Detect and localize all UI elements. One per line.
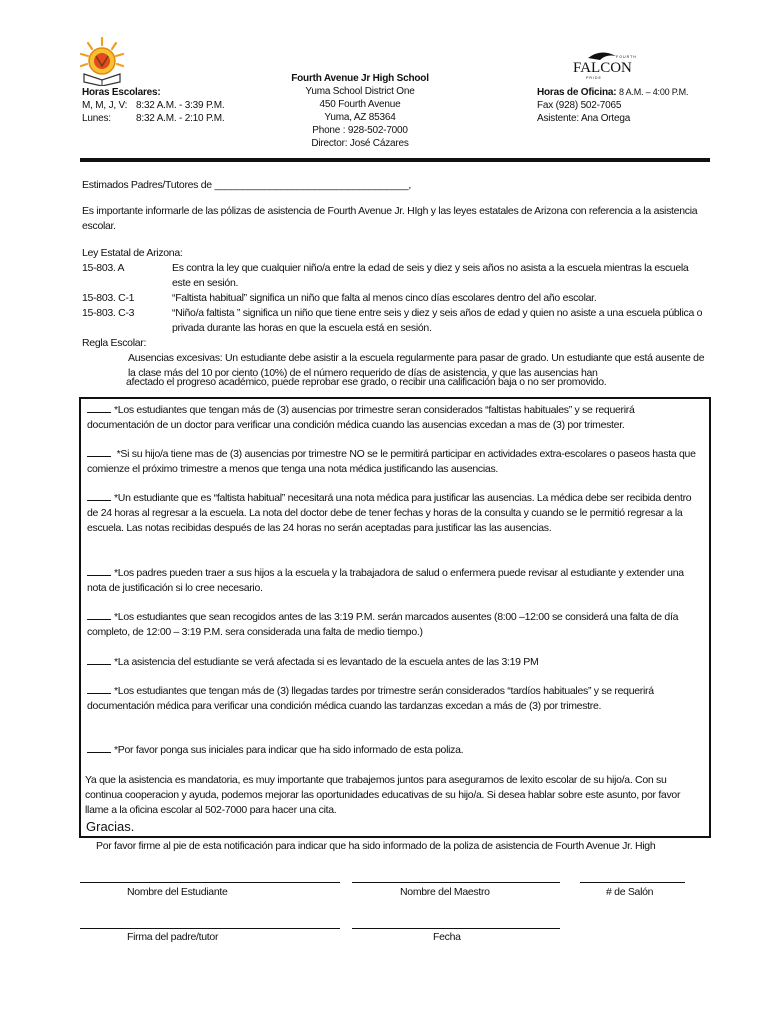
- closing-paragraph: Ya que la asistencia es mandatoria, es muy importante que trabajemos juntos para asegurarnos de lexito escolar de su hijo/a. Con su continua cooperacion y ayuda, podemos mejorar las oportunidades educativas de su hijo/a. Si desea hablar sobre este asunto, por favor llame a la oficina escolar al 502-7000 para hacer una cita.: [85, 774, 681, 816]
- school-phone: Phone : 928-502-7000: [312, 125, 408, 136]
- policy-item: *Los estudiantes que tengan más de (3) llegadas tardes por trimestre serán considerados “tardíos habituales” y se requerirá documentación médica para verificar una condición médica cuando las tardanzas excedan a más de (3) por trimestre.: [87, 685, 654, 712]
- initials-blank[interactable]: [87, 491, 111, 501]
- policy-item: *Los estudiantes que tengan más de (3) ausencias por trimestre seran considerados “faltistas habituales” y se requerirá documentación de un doctor para verificar una condición médica cuando las ausencias excedan a mas de (3) por trimester.: [87, 404, 635, 431]
- student-name-line[interactable]: [80, 882, 340, 883]
- student-name-label: Nombre del Estudiante: [127, 886, 228, 898]
- school-hours: Horas Escolares: M, M, J, V: 8:32 A.M. - 3:39 P.M. Lunes: 8:32 A.M. - 2:10 P.M.: [82, 86, 252, 125]
- law-item: 15-803. A Es contra la ley que cualquier niño/a entre la edad de seis y diez y seis años no asista a la escuela mientras la escuela este en sesión.: [82, 262, 689, 289]
- thanks: Gracias.: [86, 819, 135, 834]
- date-line[interactable]: [352, 928, 560, 929]
- school-hours-title: Horas Escolares:: [82, 87, 161, 98]
- state-law-title: Ley Estatal de Arizona:: [82, 247, 183, 259]
- office-fax: Fax (928) 502-7065: [537, 100, 622, 111]
- initials-blank[interactable]: [87, 655, 111, 665]
- teacher-name-line[interactable]: [352, 882, 560, 883]
- state-law-section: [82, 246, 707, 381]
- svg-text:P R I D E: P R I D E: [586, 76, 601, 80]
- initials-blank[interactable]: [87, 743, 111, 753]
- school-sun-logo: [78, 36, 126, 86]
- room-number-line[interactable]: [580, 882, 685, 883]
- law-item: 15-803. C-3 “Niño/a faltista ” significa un niño que tiene entre seis y diez y seis años de edad y quien no asiste a una escuela pública o privada durante las horas en que la escuela está en sesión.: [82, 307, 703, 334]
- initials-blank[interactable]: [87, 684, 111, 694]
- office-hours: Horas de Oficina: 8 A.M. – 4:00 P.M. Fax (928) 502-7065 Asistente: Ana Ortega: [537, 86, 717, 125]
- policy-item: *Los padres pueden traer a sus hijos a la escuela y la trabajadora de salud o enfermera puede revisar al estudiante y extender una nota de justificación si lo cree necesario.: [87, 567, 684, 594]
- falcon-pride-logo: [566, 50, 636, 80]
- initials-blank[interactable]: [87, 447, 111, 457]
- greeting: Estimados Padres/Tutores de ___________________________________,: [82, 179, 411, 191]
- sign-instruction-behind: Por favor firme al pie de esta notificación para indicar que ha sido informado de la poliza de asistencia de Fourth Avenue Jr. High: [96, 840, 656, 852]
- school-rule-title: Regla Escolar:: [82, 337, 147, 349]
- policy-item: *Si su hijo/a tiene mas de (3) ausencias por trimestre NO se le permitirá participar en actividades extra-escolares o paseos hasta que comienze el próximo trimestre a menos que tenga una nota médica justificando las ausencias.: [87, 448, 696, 475]
- policy-item: *Un estudiante que es “faltista habitual” necesitará una nota médica para justificar las ausencias. La médica debe ser recibida dentro de 24 horas al regresar a la escuela. La nota del doctor debe de tener fechas y horas de la consulta y cuando se le permitió regresar a la escuela. Las notas recibidas después de las 24 horas no serán aceptadas para justificar las las ausencias.: [87, 492, 692, 534]
- school-rule-clipped-line: afectado el progreso académico, puede reprobar ese grado, o recibir una calificación baja o no ser promovido.: [126, 376, 607, 388]
- school-city: Yuma, AZ 85364: [324, 112, 396, 123]
- school-header: [250, 72, 470, 150]
- teacher-name-label: Nombre del Maestro: [400, 886, 490, 898]
- date-label: Fecha: [433, 931, 461, 943]
- policy-box: [79, 397, 711, 838]
- office-hours-title: Horas de Oficina:: [537, 87, 617, 98]
- policy-item: *Por favor ponga sus iniciales para indicar que ha sido informado de esta poliza.: [87, 743, 702, 758]
- school-address: 450 Fourth Avenue: [319, 99, 401, 110]
- school-director: Director: José Cázares: [311, 138, 409, 149]
- svg-text:F O U R T H: F O U R T H: [616, 55, 636, 59]
- parent-signature-line[interactable]: [80, 928, 340, 929]
- header-divider: [80, 158, 710, 162]
- law-item: 15-803. C-1 “Faltista habitual” significa un niño que falta al menos cinco días escolares dentro del año escolar.: [82, 292, 597, 304]
- school-name: Fourth Avenue Jr High School: [291, 73, 429, 84]
- room-number-label: # de Salón: [606, 886, 654, 898]
- school-district: Yuma School District One: [305, 86, 415, 97]
- initials-blank[interactable]: [87, 566, 111, 576]
- office-assistant: Asistente: Ana Ortega: [537, 113, 631, 124]
- school-rule-text: Ausencias excesivas: Un estudiante debe asistir a la escuela regularmente para pasar de grado. Un estudiante que está ausente de la clase más del 10 por ciento (10%) de el número requerido de días de asistencia, y que las ausencias han: [128, 352, 705, 379]
- policy-item: *La asistencia del estudiante se verá afectada si es levantado de la escuela antes de las 3:19 PM: [87, 655, 702, 670]
- policy-item: *Los estudiantes que sean recogidos antes de las 3:19 P.M. serán marcados ausentes (8:00 –12:00 se considerá una falta de día completo, de 12:00 – 3:19 P.M. sera considerada una falta de medio tiempo.): [87, 611, 679, 638]
- intro-paragraph: Es importante informarle de las pólizas de asistencia de Fourth Avenue Jr. HIgh y las leyes estatales de Arizona con referencia a la asistencia escolar.: [82, 205, 698, 232]
- initials-blank[interactable]: [87, 610, 111, 620]
- falcon-logo-text: FALCON: [573, 60, 632, 76]
- parent-signature-label: Firma del padre/tutor: [127, 931, 219, 943]
- initials-blank[interactable]: [87, 403, 111, 413]
